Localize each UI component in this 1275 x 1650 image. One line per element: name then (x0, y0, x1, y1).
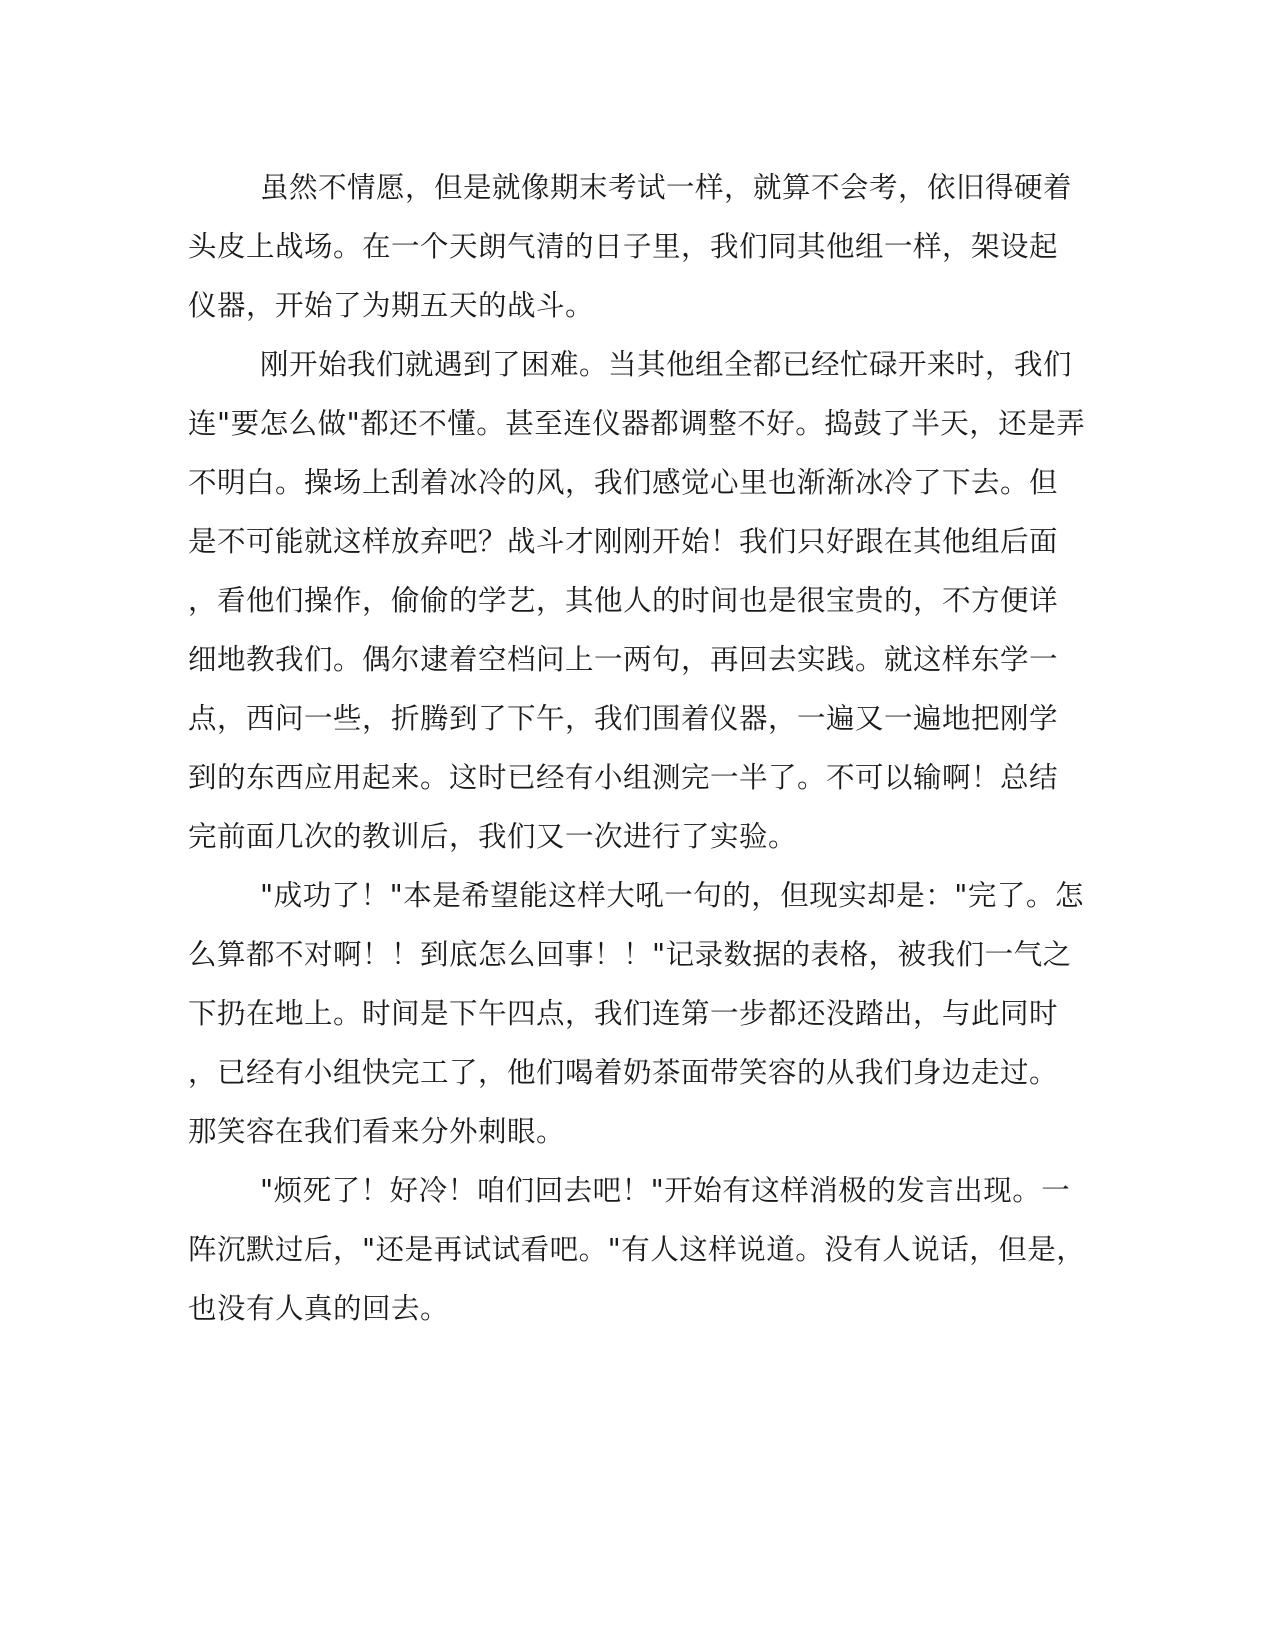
document-body (188, 158, 1088, 1338)
paragraph-line: 连"要怎么做"都还不懂。甚至连仪器都调整不好。捣鼓了半天，还是弄 (188, 407, 1086, 440)
paragraph-line: 不明白。操场上刮着冰冷的风，我们感觉心里也渐渐冰冷了下去。但 (188, 466, 1059, 499)
paragraph (188, 1161, 1088, 1338)
paragraph-line: 完前面几次的教训后，我们又一次进行了实验。 (188, 820, 798, 853)
paragraph-line: 那笑容在我们看来分外刺眼。 (188, 1115, 566, 1148)
paragraph-line: 么算都不对啊！！到底怎么回事！！"记录数据的表格，被我们一气之 (188, 938, 1072, 971)
paragraph-line: 虽然不情愿，但是就像期末考试一样，就算不会考，依旧得硬着 (260, 171, 1073, 204)
paragraph-line: 下扔在地上。时间是下午四点，我们连第一步都还没踏出，与此同时 (188, 997, 1059, 1030)
paragraph-line: ，看他们操作，偷偷的学艺，其他人的时间也是很宝贵的，不方便详 (188, 584, 1059, 617)
paragraph-line: 细地教我们。偶尔逮着空档问上一两句，再回去实践。就这样东学一 (188, 643, 1059, 676)
paragraph-line: 刚开始我们就遇到了困难。当其他组全都已经忙碌开来时，我们 (260, 348, 1073, 381)
paragraph-line: 点，西问一些，折腾到了下午，我们围着仪器，一遍又一遍地把刚学 (188, 702, 1059, 735)
paragraph-line: 头皮上战场。在一个天朗气清的日子里，我们同其他组一样，架设起 (188, 230, 1059, 263)
paragraph-line: 仪器，开始了为期五天的战斗。 (188, 289, 595, 322)
paragraph-line: 到的东西应用起来。这时已经有小组测完一半了。不可以输啊！总结 (188, 761, 1059, 794)
paragraph-line: 阵沉默过后，"还是再试试看吧。"有人这样说道。没有人说话，但是， (188, 1233, 1086, 1266)
paragraph-line: 是不可能就这样放弃吧？战斗才刚刚开始！我们只好跟在其他组后面 (188, 525, 1059, 558)
paragraph (188, 335, 1088, 866)
paragraph-line: "烦死了！好冷！咱们回去吧！"开始有这样消极的发言出现。一 (260, 1174, 1071, 1207)
paragraph (188, 866, 1088, 1161)
paragraph-line: 也没有人真的回去。 (188, 1292, 450, 1325)
paragraph-line: ，已经有小组快完工了，他们喝着奶茶面带笑容的从我们身边走过。 (188, 1056, 1059, 1089)
paragraph-line: "成功了！"本是希望能这样大吼一句的，但现实却是："完了。怎 (260, 879, 1084, 912)
paragraph (188, 158, 1088, 335)
